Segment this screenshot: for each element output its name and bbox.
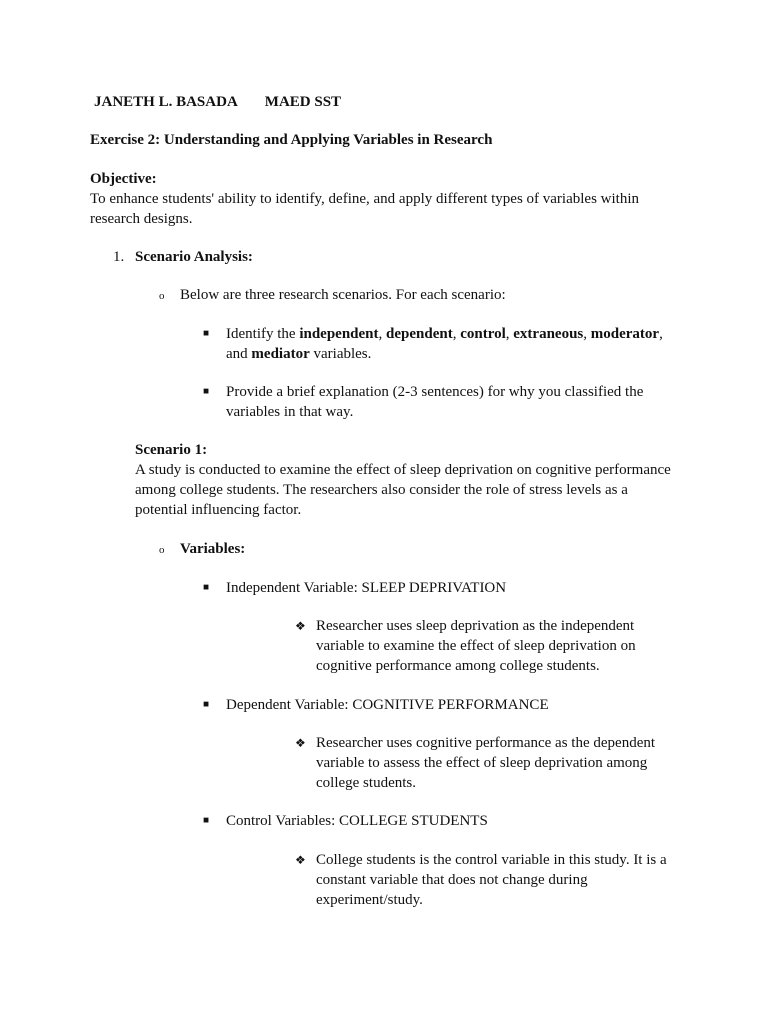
variables-label: Variables: (180, 541, 246, 557)
control-variable-label: Control Variables: COLLEGE STUDENTS (226, 813, 488, 829)
diamond-bullet-icon: ❖ (295, 619, 306, 633)
square-bullet-icon: ■ (203, 328, 210, 339)
control-variable-explanation: College students is the control variable in this study. It is a constant variable that does not change during experiment/study. (316, 852, 667, 908)
instruction-explain: Provide a brief explanation (2-3 sentences) for why you classified the variables in that way. (226, 384, 644, 420)
diamond-bullet-icon: ❖ (295, 736, 306, 750)
independent-variable-explanation: Researcher uses sleep deprivation as the independent variable to examine the effect of sleep deprivation on cognitive performance among college students. (316, 618, 636, 674)
section-intro: Below are three research scenarios. For each scenario: (180, 287, 506, 303)
scenario-label: Scenario 1: (135, 442, 208, 458)
section-title: Scenario Analysis: (135, 249, 253, 265)
objective-label: Objective: (90, 171, 157, 187)
objective-text: To enhance students' ability to identify, define, and apply different types of variables within research designs. (90, 191, 640, 227)
diamond-bullet-icon: ❖ (295, 853, 306, 867)
circle-bullet-icon: o (159, 290, 165, 302)
section-number: 1. (113, 249, 125, 265)
program-name: MAED SST (264, 94, 342, 110)
author-name: JANETH L. BASADA (94, 94, 238, 110)
square-bullet-icon: ■ (203, 699, 210, 710)
dependent-variable-explanation: Researcher uses cognitive performance as the dependent variable to assess the effect of sleep deprivation among college students. (316, 735, 656, 791)
square-bullet-icon: ■ (203, 386, 210, 397)
square-bullet-icon: ■ (203, 815, 210, 826)
independent-variable-label: Independent Variable: SLEEP DEPRIVATION (226, 580, 507, 596)
instruction-identify: Identify the independent, dependent, control, extraneous, moderator, and mediator variables. (226, 326, 663, 362)
circle-bullet-icon: o (159, 544, 165, 556)
square-bullet-icon: ■ (203, 582, 210, 593)
author-header (94, 92, 341, 112)
dependent-variable-label: Dependent Variable: COGNITIVE PERFORMANCE (226, 697, 549, 713)
scenario-text: A study is conducted to examine the effect of sleep deprivation on cognitive performance among college students. The researchers also consider the role of stress levels as a potential influencing factor. (135, 462, 671, 518)
exercise-title: Exercise 2: Understanding and Applying Variables in Research (90, 132, 493, 148)
